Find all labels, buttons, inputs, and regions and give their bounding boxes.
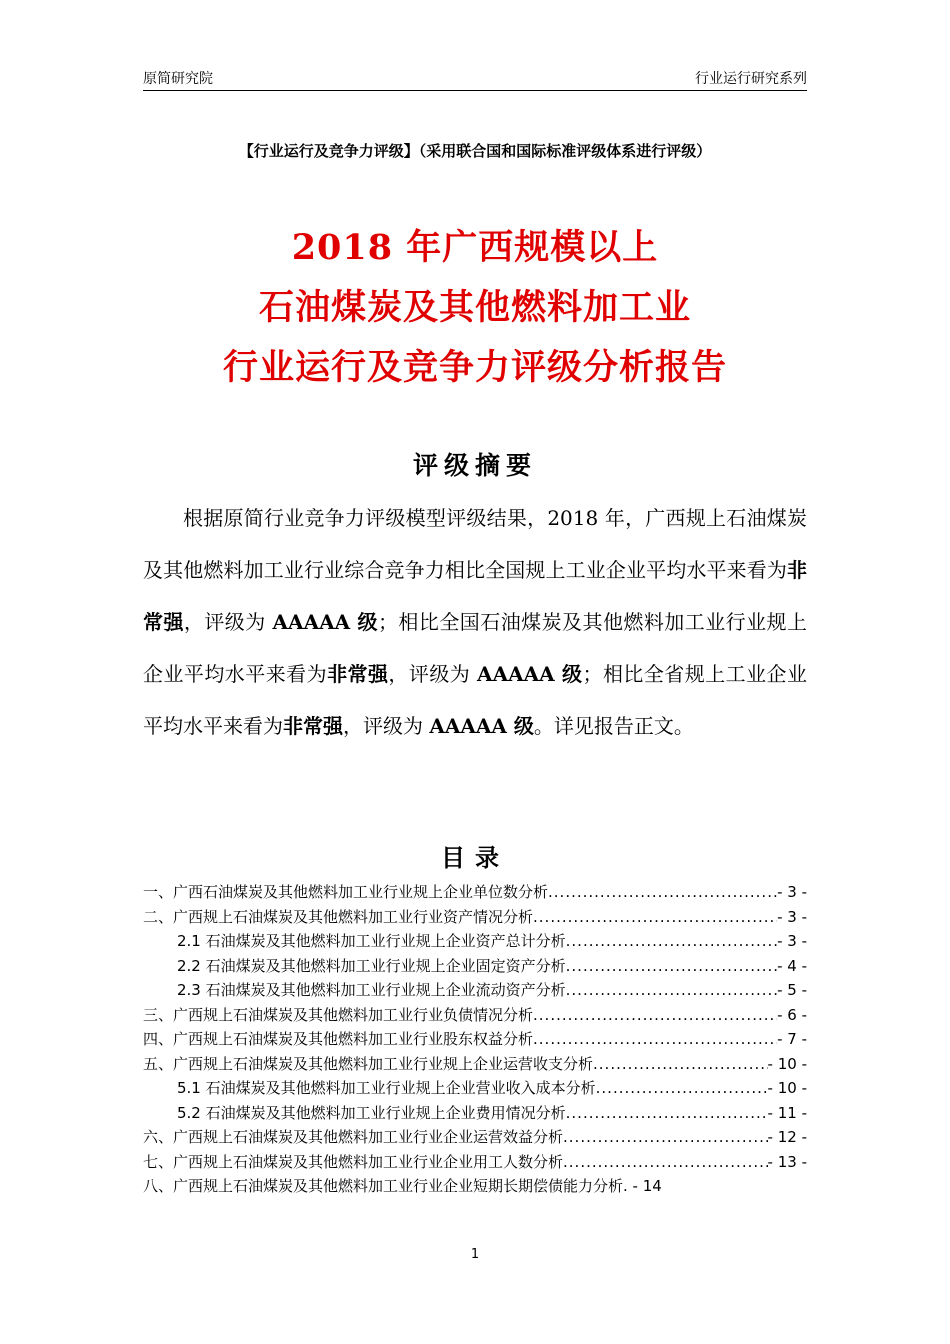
header-divider — [143, 90, 807, 91]
toc-entry[interactable] — [143, 905, 807, 930]
toc-subentry[interactable] — [143, 954, 807, 979]
strength-label: 非常强 — [327, 662, 389, 686]
toc-leader — [533, 1003, 777, 1028]
toc-leader — [566, 954, 777, 979]
toc-subentry[interactable] — [143, 978, 807, 1003]
toc-entry-page: - 10 - — [767, 1079, 807, 1097]
toc-leader — [533, 905, 777, 930]
toc-entry-title: 2.1 石油煤炭及其他燃料加工业行业规上企业资产总计分析 — [177, 932, 566, 950]
toc-leader — [593, 1052, 768, 1077]
rating-grade: AAAAA 级 — [477, 662, 583, 686]
page-number: 1 — [470, 1247, 480, 1262]
toc-entry[interactable] — [143, 880, 807, 905]
strength-label: 非常强 — [283, 714, 343, 738]
toc-leader — [563, 1125, 768, 1150]
rating-grade: AAAAA 级 — [272, 610, 378, 634]
toc-entry-page: - 12 - — [767, 1128, 807, 1146]
toc-entry-page: - 5 - — [777, 981, 807, 999]
summary-heading: 评级摘要 — [412, 451, 537, 480]
header-org-name: 原简研究院 — [143, 71, 213, 87]
summary-text: ；相比全国石油煤炭及其他燃料加工业行业规上企业平均水平来看为 — [143, 610, 808, 686]
toc-leader — [566, 978, 777, 1003]
toc-entry-page: - 3 - — [777, 932, 807, 950]
summary-text: ，评级为 — [183, 610, 273, 634]
toc-leader — [566, 1101, 768, 1126]
report-title-line-2: 石油煤炭及其他燃料加工业 — [258, 287, 691, 328]
header-series-name: 行业运行研究系列 — [695, 71, 807, 87]
toc-entry-page: - 7 - — [777, 1030, 807, 1048]
report-title-line-3: 行业运行及竞争力评级分析报告 — [222, 347, 727, 388]
toc-entry-page: - 13 - — [767, 1152, 807, 1171]
toc-entry[interactable] — [143, 1174, 807, 1199]
rating-note: 【行业运行及竞争力评级】（采用联合国和国际标准评级体系进行评级） — [238, 142, 712, 160]
toc-entry-title: 一、广西石油煤炭及其他燃料加工业行业规上企业单位数分析 — [143, 883, 549, 901]
toc-entry-page: - 3 - — [777, 883, 807, 901]
summary-text: ，评级为 — [343, 714, 430, 738]
toc-entry-title: 六、广西规上石油煤炭及其他燃料加工业行业企业运营效益分析 — [143, 1128, 564, 1146]
toc-entry[interactable] — [143, 1150, 807, 1175]
toc-leader — [533, 1027, 777, 1052]
toc-entry-page: - 3 - — [777, 907, 807, 926]
toc-entry[interactable] — [143, 1027, 807, 1052]
toc-entry-title: 八、广西规上石油煤炭及其他燃料加工业行业企业短期长期偿债能力分析 — [143, 1177, 624, 1195]
toc-entry[interactable] — [143, 1003, 807, 1028]
toc-entry[interactable] — [143, 1052, 807, 1077]
toc-subentry[interactable] — [143, 929, 807, 954]
summary-text: 。详见报告正文。 — [533, 714, 694, 738]
toc-entry-page: - 4 - — [777, 956, 807, 975]
toc-heading: 目录 — [441, 844, 509, 872]
summary-paragraph — [143, 492, 807, 752]
toc-entry-title: 五、广西规上石油煤炭及其他燃料加工业行业规上企业运营收支分析 — [143, 1054, 594, 1073]
strength-label: 非常强 — [143, 558, 807, 634]
toc-entry-title: 5.1 石油煤炭及其他燃料加工业行业规上企业营业收入成本分析 — [177, 1079, 596, 1097]
toc-entry-page: - 6 - — [777, 1005, 807, 1024]
toc-entry-title: 二、广西规上石油煤炭及其他燃料加工业行业资产情况分析 — [143, 907, 534, 926]
summary-text: 根据原简行业竞争力评级模型评级结果，2018 年，广西规上石油煤炭及其他燃料加工业行业综合竞争力相比全国规上工业企业平均水平来看为 — [143, 506, 807, 582]
toc-leader — [596, 1076, 768, 1101]
toc-entry-page: . - 14 — [623, 1177, 662, 1195]
toc-leader — [563, 1150, 768, 1175]
report-title-line-1: 2018 年广西规模以上 — [291, 227, 659, 268]
toc-entry-title: 5.2 石油煤炭及其他燃料加工业行业规上企业费用情况分析 — [177, 1103, 566, 1122]
summary-text: ；相比全省规上工业企业平均水平来看为 — [143, 662, 808, 738]
toc-entry[interactable] — [143, 1125, 807, 1150]
summary-text: ，评级为 — [388, 662, 478, 686]
rating-grade: AAAAA 级 — [429, 714, 534, 738]
toc-entry-title: 2.3 石油煤炭及其他燃料加工业行业规上企业流动资产分析 — [177, 981, 566, 999]
toc-entry-title: 2.2 石油煤炭及其他燃料加工业行业规上企业固定资产分析 — [177, 956, 566, 975]
toc-entry-page: - 11 - — [767, 1103, 807, 1122]
toc-leader — [566, 929, 777, 954]
table-of-contents — [143, 880, 807, 1199]
toc-entry-title: 三、广西规上石油煤炭及其他燃料加工业行业负债情况分析 — [143, 1005, 534, 1024]
toc-entry-title: 四、广西规上石油煤炭及其他燃料加工业行业股东权益分析 — [143, 1030, 534, 1048]
toc-entry-title: 七、广西规上石油煤炭及其他燃料加工业行业企业用工人数分析 — [143, 1152, 564, 1171]
toc-leader — [548, 880, 777, 905]
toc-subentry[interactable] — [143, 1076, 807, 1101]
toc-subentry[interactable] — [143, 1101, 807, 1126]
toc-entry-page: - 10 - — [767, 1054, 807, 1073]
